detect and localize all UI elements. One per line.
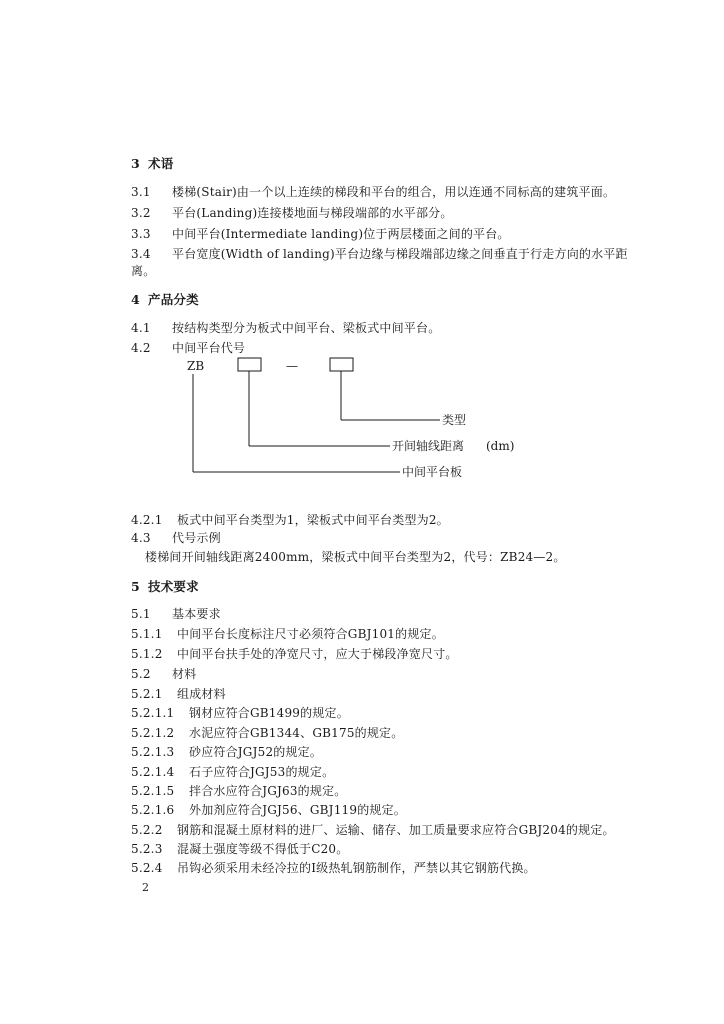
clause-text: 中间平台长度标注尺寸必须符合GBJ101的规定。 <box>177 627 444 641</box>
clause-text: 按结构类型分为板式中间平台、梁板式中间平台。 <box>172 321 441 335</box>
clause-number: 5.1.1 <box>131 627 163 641</box>
clause-5-2-4 <box>131 860 536 876</box>
clause-text: 钢材应符合GB1499的规定。 <box>189 706 349 720</box>
clause-text: 平台(Landing)连接楼地面与梯段端部的水平部分。 <box>172 206 453 220</box>
clause-number: 5.2.1.1 <box>131 706 175 720</box>
clause-5-1 <box>131 606 221 622</box>
section-title: 技术要求 <box>148 579 199 594</box>
clause-text: 水泥应符合GB1344、GB175的规定。 <box>189 726 404 740</box>
clause-5-2-1-5 <box>131 783 346 799</box>
clause-text: 外加剂应符合JGJ56、GBJ119的规定。 <box>189 803 406 817</box>
example-text: 楼梯间开间轴线距离2400mm，梁板式中间平台类型为2，代号：ZB24—2。 <box>145 550 566 564</box>
clause-number: 3.2 <box>131 206 151 220</box>
clause-number: 5.2.2 <box>131 823 163 837</box>
clause-number: 5.2 <box>131 667 151 681</box>
clause-text: 石子应符合JGJ53的规定。 <box>189 765 335 779</box>
section-title: 产品分类 <box>148 292 199 307</box>
clause-4-2-1 <box>131 512 449 528</box>
clause-number: 5.2.1 <box>131 687 163 701</box>
clause-number: 5.2.1.4 <box>131 765 175 779</box>
clause-5-2-1 <box>131 686 226 702</box>
clause-text: 基本要求 <box>172 607 221 621</box>
clause-number: 5.2.4 <box>131 861 163 875</box>
label-unit: (dm) <box>486 439 515 453</box>
clause-text: 中间平台(Intermediate landing)位于两层楼面之间的平台。 <box>172 227 510 241</box>
clause-5-2-1-1 <box>131 705 349 721</box>
clause-number: 5.2.1.6 <box>131 803 175 817</box>
clause-number: 4.3 <box>131 531 151 545</box>
clause-5-2 <box>131 666 196 682</box>
clause-number: 5.1.2 <box>131 647 163 661</box>
clause-5-2-1-3 <box>131 744 322 760</box>
clause-number: 5.2.3 <box>131 842 163 856</box>
span-code-box <box>238 358 261 371</box>
clause-text: 平台宽度(Width of landing)平台边缘与梯段端部边缘之间垂直于行走方向的水平距 <box>172 247 628 261</box>
section-number: 3 <box>131 156 140 171</box>
clause-text: 组成材料 <box>177 687 226 701</box>
clause-5-2-2 <box>131 822 615 838</box>
section-5-heading <box>131 579 199 595</box>
code-dash: — <box>286 359 298 373</box>
clause-number: 5.1 <box>131 607 151 621</box>
clause-text: 吊钩必须采用未经冷拉的Ⅰ级热轧钢筋制作，严禁以其它钢筋代换。 <box>177 861 536 875</box>
clause-5-2-3 <box>131 841 348 857</box>
label-type: 类型 <box>442 413 467 427</box>
clause-5-1-1 <box>131 626 444 642</box>
clause-number: 4.2.1 <box>131 513 163 527</box>
clause-text: 板式中间平台类型为1，梁板式中间平台类型为2。 <box>177 513 449 527</box>
clause-text: 砂应符合JGJ52的规定。 <box>189 745 323 759</box>
clause-number: 3.1 <box>131 185 151 199</box>
clause-number: 5.2.1.5 <box>131 784 175 798</box>
clause-text: 混凝土强度等级不得低于C20。 <box>177 842 349 856</box>
clause-number: 5.2.1.3 <box>131 745 175 759</box>
code-prefix: ZB <box>187 359 205 373</box>
clause-5-2-1-2 <box>131 725 403 741</box>
clause-5-2-1-6 <box>131 802 406 818</box>
clause-text: 中间平台扶手处的净宽尺寸，应大于梯段净宽尺寸。 <box>177 647 458 661</box>
clause-text: 钢筋和混凝土原材料的进厂、运输、储存、加工质量要求应符合GBJ204的规定。 <box>177 823 615 837</box>
clause-number: 4.2 <box>131 341 151 355</box>
clause-text: 材料 <box>172 667 197 681</box>
clause-text: 拌合水应符合JGJ63的规定。 <box>189 784 347 798</box>
page-number: 2 <box>142 881 150 894</box>
clause-text: 中间平台代号 <box>172 341 246 355</box>
clause-number: 3.4 <box>131 247 151 261</box>
clause-number: 5.2.1.2 <box>131 726 175 740</box>
clause-number: 4.1 <box>131 321 151 335</box>
clause-5-2-1-4 <box>131 764 334 780</box>
code-example <box>145 549 566 565</box>
clause-4-3 <box>131 530 221 546</box>
label-span: 开间轴线距离 <box>392 439 465 453</box>
section-title: 术语 <box>148 156 174 171</box>
clause-number: 3.3 <box>131 227 151 241</box>
section-number: 5 <box>131 579 140 594</box>
section-number: 4 <box>131 292 140 307</box>
clause-5-1-2 <box>131 646 458 662</box>
clause-text: 离。 <box>131 264 156 278</box>
label-board: 中间平台板 <box>402 465 463 479</box>
type-code-box <box>330 358 353 371</box>
clause-text: 代号示例 <box>172 531 221 545</box>
clause-text: 楼梯(Stair)由一个以上连续的梯段和平台的组合，用以连通不同标高的建筑平面。 <box>172 185 616 199</box>
